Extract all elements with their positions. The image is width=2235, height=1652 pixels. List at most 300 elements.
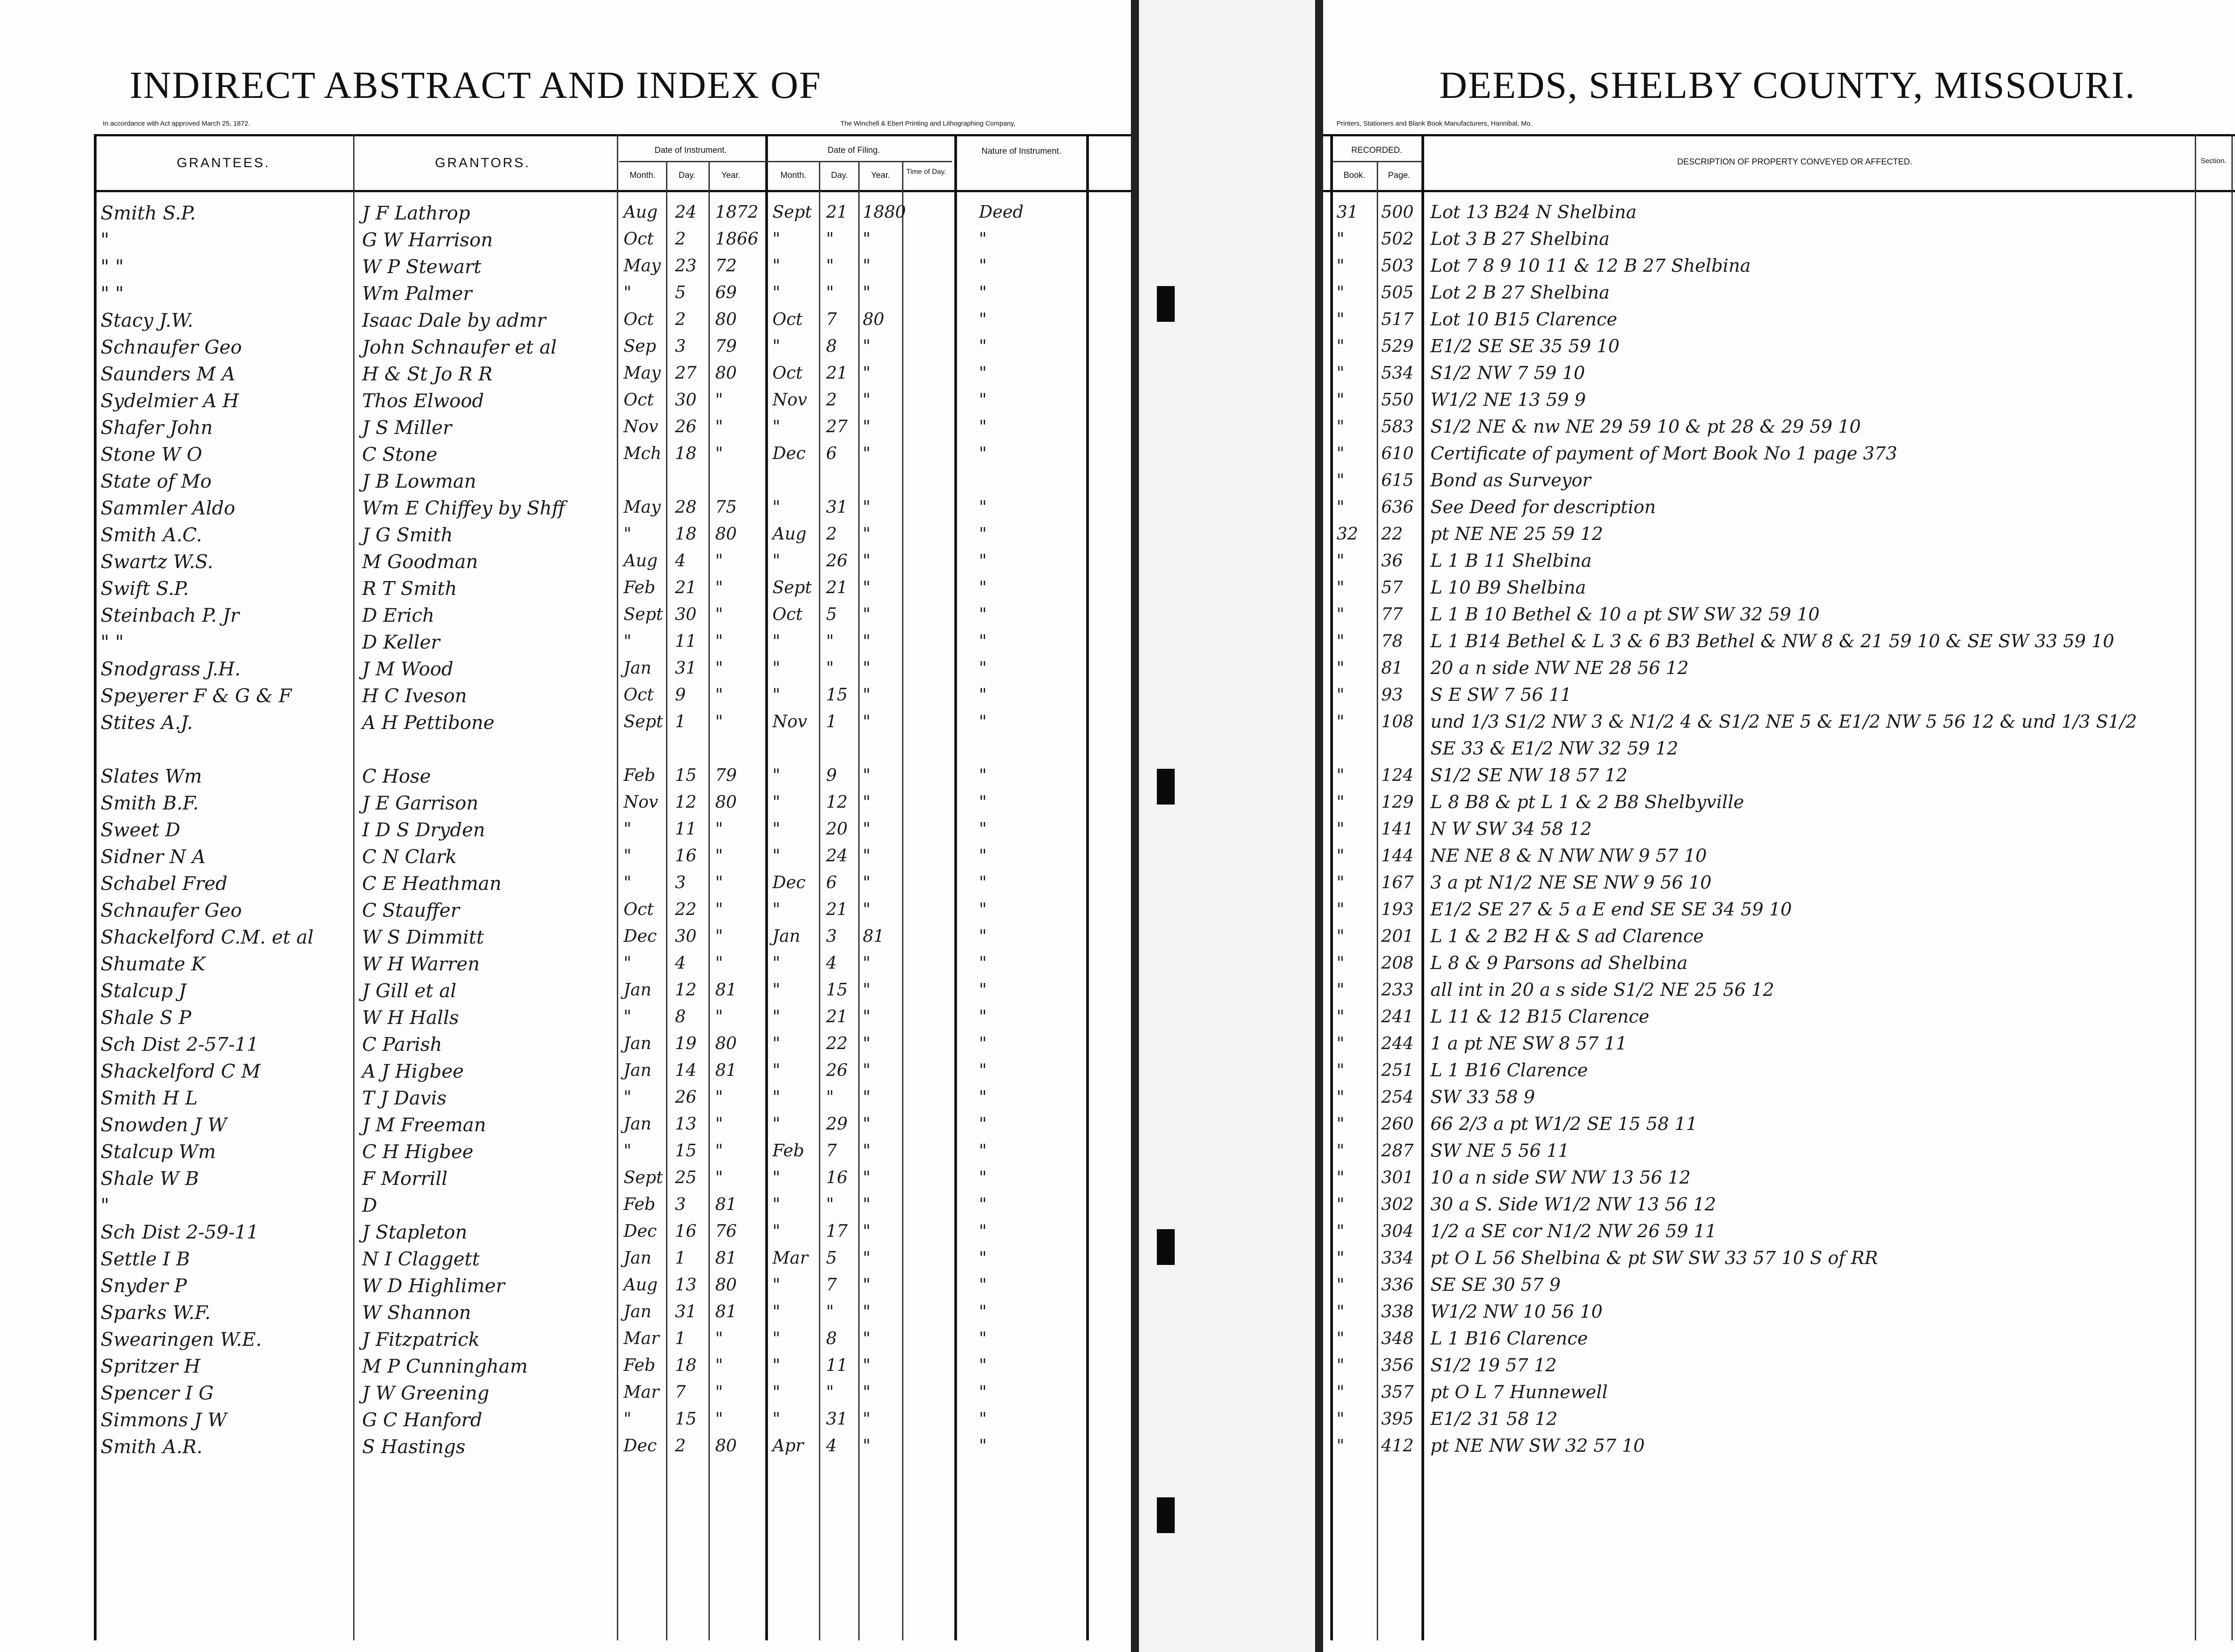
inst-day-cell: 1 [675, 712, 686, 731]
inst-year-cell: " [715, 658, 723, 678]
inst-month-cell: Jan [624, 1248, 652, 1268]
grantee-cell: Schnaufer Geo [101, 899, 242, 921]
filing-month-cell: Dec [772, 443, 806, 463]
description-cell: und 1/3 S1/2 NW 3 & N1/2 4 & S1/2 NE 5 & E1/2 NW 5 56 12 & und 1/3 S1/2 [1430, 712, 2137, 732]
nature-cell: " [979, 712, 987, 731]
description-cell: L 1 B 10 Bethel & 10 a pt SW SW 32 59 10 [1430, 604, 1820, 625]
book-cell: " [1337, 1382, 1345, 1402]
book-cell: " [1337, 872, 1345, 892]
description-cell: S1/2 SE NW 18 57 12 [1430, 765, 1628, 786]
nature-cell: " [979, 1409, 987, 1429]
nature-cell: " [979, 765, 987, 785]
inst-year-cell: " [715, 604, 723, 624]
description-cell: 3 a pt N1/2 NE SE NW 9 56 10 [1430, 872, 1712, 893]
inst-year-cell: 76 [715, 1221, 737, 1241]
grantee-cell: Spritzer H [101, 1355, 201, 1377]
description-heading: DESCRIPTION OF PROPERTY CONVEYED OR AFFECTED. [1677, 157, 1913, 167]
grantee-cell: Smith B.F. [101, 792, 199, 814]
page-cell: 93 [1381, 685, 1403, 704]
inst-month-cell: Jan [624, 980, 652, 999]
book-cell: " [1337, 1409, 1345, 1429]
book-cell: " [1337, 899, 1345, 919]
page-cell: 500 [1381, 202, 1414, 222]
description-cell: L 8 B8 & pt L 1 & 2 B8 Shelbyville [1430, 792, 1744, 813]
nature-cell: " [979, 1355, 987, 1375]
gutter-shadow-left [1131, 0, 1139, 1652]
inst-year-cell: " [715, 846, 723, 865]
description-cell: L 1 B 11 Shelbina [1430, 551, 1592, 571]
inst-month-cell: Feb [624, 765, 656, 785]
filing-day-heading: Day. [831, 171, 848, 180]
page-cell: 141 [1381, 819, 1414, 839]
grantor-cell: D Keller [362, 631, 440, 653]
act-note: In accordance with Act approved March 25, 1872. [103, 120, 250, 127]
instrument-year-heading: Year. [721, 171, 741, 180]
nature-cell: " [979, 1328, 987, 1348]
inst-day-cell: 4 [675, 551, 686, 570]
filing-day-cell: 4 [826, 1436, 837, 1455]
filing-month-cell: " [772, 980, 780, 999]
inst-month-cell: Oct [624, 229, 654, 249]
inst-month-cell: Jan [624, 1114, 652, 1134]
grantor-cell: J B Lowman [362, 470, 477, 492]
inst-year-cell: " [715, 1409, 723, 1429]
page-cell: 287 [1381, 1141, 1414, 1160]
filing-day-cell: " [826, 1302, 834, 1321]
filing-year-cell: " [863, 980, 871, 999]
filing-day-cell: " [826, 229, 834, 249]
grantee-cell: Smith A.R. [101, 1436, 202, 1458]
inst-year-cell: 80 [715, 1275, 737, 1294]
grantor-cell: J Gill et al [362, 980, 456, 1002]
grantee-cell: " [101, 229, 110, 251]
page-cell: 233 [1381, 980, 1414, 999]
nature-cell: " [979, 443, 987, 463]
grantee-cell: " " [101, 282, 124, 304]
filing-year-cell: " [863, 658, 871, 678]
inst-year-cell: 79 [715, 765, 737, 785]
nature-cell: " [979, 1141, 987, 1160]
inst-year-cell: " [715, 1355, 723, 1375]
filing-month-cell: " [772, 685, 780, 704]
inst-day-cell: 3 [675, 1194, 686, 1214]
grantee-cell: Swearingen W.E. [101, 1328, 262, 1350]
filing-day-cell: 26 [826, 1060, 848, 1080]
filing-day-cell: 11 [826, 1355, 848, 1375]
nature-cell: " [979, 631, 987, 651]
page-cell: 505 [1381, 282, 1414, 302]
book-cell: " [1337, 604, 1345, 624]
inst-day-cell: 25 [675, 1167, 697, 1187]
grantor-cell: C Stauffer [362, 899, 460, 921]
inst-day-cell: 3 [675, 872, 686, 892]
filing-day-cell: 5 [826, 1248, 837, 1268]
inst-day-cell: 15 [675, 1141, 697, 1160]
description-cell: S1/2 NE & nw NE 29 59 10 & pt 28 & 29 59 10 [1430, 417, 1861, 437]
filing-day-cell: 3 [826, 926, 837, 946]
inst-day-cell: 18 [675, 524, 697, 544]
left-page-title: INDIRECT ABSTRACT AND INDEX OF [130, 63, 822, 106]
filing-year-cell: " [863, 1436, 871, 1455]
nature-cell: " [979, 1060, 987, 1080]
description-cell: Lot 3 B 27 Shelbina [1430, 229, 1610, 249]
inst-month-cell: Feb [624, 1355, 656, 1375]
filing-month-cell: Sept [772, 202, 812, 222]
inst-month-cell: " [624, 1007, 632, 1026]
filing-month-cell: " [772, 551, 780, 570]
grantee-cell: Sch Dist 2-57-11 [101, 1033, 259, 1055]
inst-month-cell: Mar [624, 1382, 659, 1402]
filing-month-cell: Dec [772, 872, 806, 892]
filing-day-cell: 7 [826, 309, 837, 329]
inst-year-cell: 81 [715, 1194, 737, 1214]
description-cell: Bond as Surveyor [1430, 470, 1591, 491]
inst-month-cell: Jan [624, 1302, 652, 1321]
page-cell: 244 [1381, 1033, 1414, 1053]
inst-month-cell: " [624, 953, 632, 973]
grantor-cell: W H Halls [362, 1007, 459, 1028]
nature-cell: " [979, 577, 987, 597]
book-cell: " [1337, 282, 1345, 302]
inst-year-cell: " [715, 953, 723, 973]
inst-month-cell: Feb [624, 577, 656, 597]
description-cell: L 1 B16 Clarence [1430, 1060, 1588, 1081]
description-cell: all int in 20 a s side S1/2 NE 25 56 12 [1430, 980, 1775, 1000]
description-cell: pt NE NE 25 59 12 [1430, 524, 1603, 544]
filing-year-cell: " [863, 872, 871, 892]
filing-year-cell: " [863, 1221, 871, 1241]
book-cell: " [1337, 1033, 1345, 1053]
inst-month-divider [666, 161, 667, 1640]
filing-day-cell: 8 [826, 336, 837, 356]
description-cell: L 8 & 9 Parsons ad Shelbina [1430, 953, 1688, 974]
description-cell: E1/2 31 58 12 [1430, 1409, 1558, 1429]
page-cell: 357 [1381, 1382, 1414, 1402]
nature-heading: Nature of Instrument. [981, 147, 1062, 156]
page-cell: 254 [1381, 1087, 1414, 1107]
inst-month-cell: " [624, 631, 632, 651]
grantor-cell: C Stone [362, 443, 438, 465]
book-cell: " [1337, 980, 1345, 999]
nature-cell: " [979, 926, 987, 946]
description-cell: E1/2 SE SE 35 59 10 [1430, 336, 1620, 357]
grantee-cell: State of Mo [101, 470, 212, 492]
grantee-cell: Smith A.C. [101, 524, 202, 546]
inst-month-cell: " [624, 282, 632, 302]
inst-month-cell: " [624, 1409, 632, 1429]
fil-year-divider [902, 161, 903, 1640]
inst-day-cell: 16 [675, 1221, 697, 1241]
inst-year-cell: " [715, 712, 723, 731]
inst-year-cell: 81 [715, 980, 737, 999]
grantor-cell: C E Heathman [362, 872, 502, 894]
inst-year-divider [765, 134, 768, 1640]
grantor-cell: J Fitzpatrick [362, 1328, 480, 1350]
book-cell: " [1337, 819, 1345, 839]
printer-note-left: The Winchell & Ebert Printing and Lithographing Company, [840, 120, 1016, 127]
filing-month-heading: Month. [780, 171, 807, 180]
filing-month-cell: Nov [772, 390, 807, 409]
nature-cell: " [979, 1194, 987, 1214]
nature-cell: " [979, 1302, 987, 1321]
filing-year-cell: " [863, 336, 871, 356]
grantor-cell: John Schnaufer et al [362, 336, 557, 358]
grantee-cell: Stites A.J. [101, 712, 193, 733]
filing-year-cell: " [863, 1409, 871, 1429]
printer-note-right: Printers, Stationers and Blank Book Manufacturers, Hannibal, Mo. [1337, 120, 1532, 127]
page-cell: 502 [1381, 229, 1414, 249]
inst-year-cell: 80 [715, 1436, 737, 1455]
book-heading: Book. [1343, 171, 1366, 180]
description-cell: L 1 B14 Bethel & L 3 & 6 B3 Bethel & NW 8 & 21 59 10 & SE SW 33 59 10 [1430, 631, 2114, 652]
grantee-cell: Shafer John [101, 417, 213, 438]
right-ledger-page [1323, 0, 2235, 1652]
grantee-cell: Stacy J.W. [101, 309, 194, 331]
nature-cell: " [979, 980, 987, 999]
grantor-cell: C H Higbee [362, 1141, 474, 1163]
filing-month-cell: " [772, 1114, 780, 1134]
inst-day-cell: 16 [675, 846, 697, 865]
book-cell: " [1337, 336, 1345, 356]
inst-day-cell: 31 [675, 658, 697, 678]
filing-day-cell: " [826, 1382, 834, 1402]
description-cell: SW 33 58 9 [1430, 1087, 1535, 1108]
nature-cell: " [979, 336, 987, 356]
description-cell: E1/2 SE 27 & 5 a E end SE SE 34 59 10 [1430, 899, 1792, 920]
inst-day-cell: 12 [675, 792, 697, 812]
grantor-cell: J M Wood [362, 658, 454, 680]
filing-day-cell: 5 [826, 604, 837, 624]
inst-day-cell: 5 [675, 282, 686, 302]
section-heading: Section. [2201, 157, 2227, 165]
book-cell: " [1337, 1221, 1345, 1241]
book-cell: " [1337, 1141, 1345, 1160]
filing-day-cell: " [826, 1194, 834, 1214]
page-cell: 108 [1381, 712, 1414, 731]
nature-cell: " [979, 309, 987, 329]
page-cell: 336 [1381, 1275, 1414, 1294]
header-top-rule [94, 134, 1131, 136]
grantee-cell: Saunders M A [101, 363, 236, 385]
inst-day-cell: 1 [675, 1328, 686, 1348]
filing-year-cell: " [863, 256, 871, 275]
township-divider [2231, 134, 2233, 1640]
filing-day-cell: 17 [826, 1221, 848, 1241]
inst-day-cell: 2 [675, 309, 686, 329]
page-cell: 338 [1381, 1302, 1414, 1321]
inst-day-cell: 21 [675, 577, 697, 597]
page-cell: 412 [1381, 1436, 1414, 1455]
filing-month-cell: " [772, 658, 780, 678]
filing-month-cell: " [772, 1355, 780, 1375]
filing-year-cell: " [863, 899, 871, 919]
inst-year-cell: 80 [715, 1033, 737, 1053]
book-cell: " [1337, 926, 1345, 946]
inst-month-cell: Oct [624, 899, 654, 919]
book-cell: " [1337, 309, 1345, 329]
filing-month-cell: " [772, 282, 780, 302]
inst-day-cell: 30 [675, 926, 697, 946]
filing-month-cell: " [772, 1033, 780, 1053]
inst-year-cell: 80 [715, 363, 737, 383]
filing-month-cell: " [772, 1060, 780, 1080]
filing-day-cell: 8 [826, 1328, 837, 1348]
grantor-cell: M Goodman [362, 551, 478, 573]
grantee-cell: Sammler Aldo [101, 497, 236, 519]
page-cell: 529 [1381, 336, 1414, 356]
grantor-cell: Thos Elwood [362, 390, 484, 412]
filing-month-cell: " [772, 819, 780, 839]
grantor-cell: W P Stewart [362, 256, 481, 278]
nature-cell: " [979, 1167, 987, 1187]
filing-year-cell: " [863, 1033, 871, 1053]
inst-year-cell: " [715, 926, 723, 946]
grantee-cell: Snodgrass J.H. [101, 658, 241, 680]
filing-month-cell: Feb [772, 1141, 805, 1160]
grantor-cell: Wm Palmer [362, 282, 472, 304]
filing-day-cell: 21 [826, 1007, 848, 1026]
filing-day-cell: 21 [826, 577, 848, 597]
inst-month-cell: Sep [624, 336, 656, 356]
inst-year-cell: " [715, 1382, 723, 1402]
inst-day-cell: 26 [675, 417, 697, 436]
inst-day-cell: 30 [675, 604, 697, 624]
page-cell: 534 [1381, 363, 1414, 383]
grantee-cell: Sweet D [101, 819, 181, 841]
filing-year-cell: " [863, 1302, 871, 1321]
inst-year-cell: " [715, 872, 723, 892]
date-subhead-rule [619, 161, 952, 162]
inst-month-cell: Aug [624, 551, 658, 570]
inst-year-cell: 80 [715, 524, 737, 544]
filing-month-cell: Sept [772, 577, 812, 597]
filing-month-cell: " [772, 1087, 780, 1107]
header-bottom-rule-right [1323, 190, 2235, 192]
filing-year-cell: " [863, 1007, 871, 1026]
filing-month-cell: " [772, 1194, 780, 1214]
inst-year-cell: 80 [715, 309, 737, 329]
inst-year-cell: 69 [715, 282, 737, 302]
filing-month-cell: " [772, 497, 780, 517]
inst-year-cell: " [715, 631, 723, 651]
book-gutter [1131, 0, 1323, 1652]
inst-year-cell: " [715, 1167, 723, 1187]
filing-day-cell: 7 [826, 1275, 837, 1294]
nature-cell: " [979, 256, 987, 275]
nature-cell: Deed [979, 202, 1024, 222]
filing-day-cell: 31 [826, 497, 848, 517]
filing-month-cell: " [772, 765, 780, 785]
inst-month-cell: " [624, 524, 632, 544]
filing-year-cell: " [863, 1382, 871, 1402]
grantor-cell: Isaac Dale by admr [362, 309, 546, 331]
grantee-divider [353, 134, 354, 1640]
book-cell: " [1337, 1007, 1345, 1026]
filing-day-cell: 15 [826, 685, 848, 704]
inst-day-cell: 3 [675, 336, 686, 356]
inst-month-cell: Oct [624, 309, 654, 329]
page-cell: 208 [1381, 953, 1414, 973]
grantor-cell: D [362, 1194, 377, 1216]
filing-day-cell: 2 [826, 524, 837, 544]
inst-month-cell: Oct [624, 685, 654, 704]
inst-day-cell: 18 [675, 443, 697, 463]
inst-day-cell: 18 [675, 1355, 697, 1375]
page-cell: 57 [1381, 577, 1403, 597]
filing-month-cell: " [772, 631, 780, 651]
description-cell: 66 2/3 a pt W1/2 SE 15 58 11 [1430, 1114, 1698, 1134]
page-cell: 77 [1381, 604, 1403, 624]
instrument-day-heading: Day. [679, 171, 696, 180]
filing-month-cell: " [772, 846, 780, 865]
nature-cell: " [979, 1248, 987, 1268]
section-divider [2195, 134, 2196, 1640]
filing-day-cell: 21 [826, 899, 848, 919]
nature-cell: " [979, 658, 987, 678]
nature-cell: " [979, 1087, 987, 1107]
page-cell: 550 [1381, 390, 1414, 409]
time-divider [954, 134, 957, 1640]
header-bottom-rule [94, 190, 1131, 192]
nature-cell: " [979, 899, 987, 919]
grantor-cell: J S Miller [362, 417, 452, 438]
filing-year-cell: 80 [863, 309, 885, 329]
book-cell: " [1337, 953, 1345, 973]
page-cell: 517 [1381, 309, 1414, 329]
grantee-cell: Schabel Fred [101, 872, 228, 894]
grantee-cell: Slates Wm [101, 765, 202, 787]
gutter-shadow-right [1315, 0, 1323, 1652]
inst-month-cell: May [624, 256, 661, 275]
fil-month-divider [819, 161, 820, 1640]
inst-day-cell: 13 [675, 1114, 697, 1134]
page-cell: 334 [1381, 1248, 1414, 1268]
inst-year-cell: 81 [715, 1302, 737, 1321]
grantor-cell: H C Iveson [362, 685, 467, 707]
inst-day-cell: 11 [675, 819, 697, 839]
filing-day-cell: 6 [826, 872, 837, 892]
book-cell: " [1337, 712, 1345, 731]
filing-year-cell: " [863, 1194, 871, 1214]
nature-cell: " [979, 953, 987, 973]
book-cell: " [1337, 256, 1345, 275]
grantor-cell: W Shannon [362, 1302, 471, 1323]
grantor-cell: T J Davis [362, 1087, 447, 1109]
book-cell: " [1337, 1302, 1345, 1321]
page-cell: 302 [1381, 1194, 1414, 1214]
filing-month-cell: " [772, 1167, 780, 1187]
nature-cell: " [979, 1221, 987, 1241]
instrument-month-heading: Month. [629, 171, 656, 180]
grantor-cell: J E Garrison [362, 792, 479, 814]
inst-year-cell: " [715, 899, 723, 919]
filing-year-cell: " [863, 282, 871, 302]
filing-month-cell: " [772, 229, 780, 249]
grantor-cell: J W Greening [362, 1382, 489, 1404]
grantor-cell: G C Hanford [362, 1409, 482, 1431]
filing-day-cell: " [826, 658, 834, 678]
grantee-cell: Sidner N A [101, 846, 206, 868]
filing-year-cell: " [863, 953, 871, 973]
description-cell: SE SE 30 57 9 [1430, 1275, 1561, 1295]
inst-year-cell: 75 [715, 497, 737, 517]
book-cell: " [1337, 631, 1345, 651]
grantee-cell: " [101, 1194, 110, 1216]
inst-year-cell: 81 [715, 1060, 737, 1080]
nature-cell: " [979, 604, 987, 624]
book-cell: " [1337, 443, 1345, 463]
filing-month-cell: " [772, 1275, 780, 1294]
